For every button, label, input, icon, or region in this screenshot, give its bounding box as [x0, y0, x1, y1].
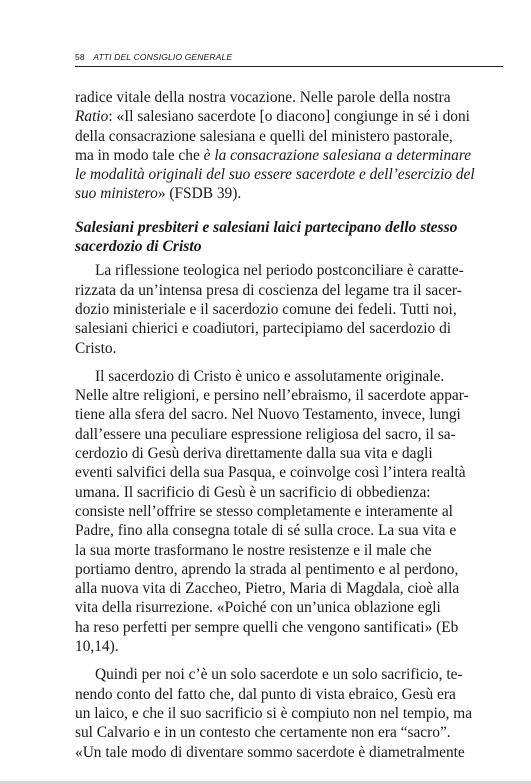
- section-heading: [75, 218, 503, 257]
- text-line: [75, 185, 241, 202]
- text-line: salesiani chierici e coadiutori, partecipiamo del sacerdozio di: [75, 320, 452, 338]
- paragraph-continuation: [75, 88, 503, 204]
- paragraph: [75, 665, 503, 761]
- italic-term: Ratio: [75, 108, 109, 126]
- text-line: Padre, fino alla consegna totale di sé sulla croce. La sua vita e: [75, 522, 457, 540]
- text-line: della consacrazione salesiana e quelli del ministero pastorale,: [75, 127, 453, 145]
- text-line: eventi salvifici della sua Pasqua, e coinvolge così l’intera realtà: [75, 464, 466, 482]
- italic-quote: le modalità originali del suo essere sacerdote e dell’esercizio del: [75, 166, 475, 184]
- italic-quote: è la consacrazione salesiana a determinare: [203, 146, 472, 164]
- text-line: rizzata da un’intensa presa di coscienza del legame tra il sacer-: [75, 281, 462, 299]
- text-line: Nelle altre religioni, e persino nell’ebraismo, il sacerdote appar-: [75, 387, 469, 405]
- text-line: umana. Il sacrificio di Gesù è un sacrificio di obbedienza:: [75, 483, 431, 501]
- heading-line: Salesiani presbiteri e salesiani laici partecipano dello stesso: [75, 218, 458, 236]
- text-line: cerdozio di Gesù deriva direttamente dalla sua vita e dagli: [75, 445, 433, 463]
- text-line: La riflessione teologica nel periodo postconciliare è caratte-: [95, 262, 464, 280]
- text-line: alla nuova vita di Zaccheo, Pietro, Maria di Magdala, cioè alla: [75, 580, 460, 598]
- paragraph: [75, 261, 503, 357]
- text-line: sul Calvario e in un contesto che certamente non era “sacro”.: [75, 724, 451, 742]
- text-line: «Un tale modo di diventare sommo sacerdote è diametralmente: [75, 743, 465, 761]
- text-line: Quindi per noi c’è un solo sacerdote e un solo sacrificio, te-: [95, 666, 463, 684]
- heading-line: sacerdozio di Cristo: [75, 238, 202, 256]
- text-line: radice vitale della nostra vocazione. Nelle parole della nostra: [75, 89, 451, 106]
- paragraph: [75, 367, 503, 656]
- text-line: portiamo dentro, aprendo la strada al pentimento e al perdono,: [75, 560, 459, 578]
- text-line: vita della risurrezione. «Poiché con un’unica oblazione egli: [75, 599, 441, 617]
- text-run: ma in modo tale che: [75, 146, 204, 164]
- text-line: consiste nell’offrire se stesso completamente e interamente al: [75, 502, 453, 520]
- text-line: dozio ministeriale e il sacerdozio comune dei fedeli. Tutti noi,: [75, 300, 457, 318]
- text-line: Il sacerdozio di Cristo è unico e assolutamente originale.: [95, 367, 445, 385]
- text-line: 10,14).: [75, 638, 119, 656]
- running-header: [75, 52, 503, 66]
- text-run: : «Il salesiano sacerdote [o diacono] congiunge in sé i doni: [108, 108, 470, 126]
- text-line: dall’essere una peculiare espressione religiosa del sacro, il sa-: [75, 425, 456, 443]
- text-line: nendo conto del fatto che, dal punto di vista ebraico, Gesù era: [75, 685, 456, 703]
- text-line: [75, 108, 470, 125]
- text-line: un laico, e che il suo sacrificio si è compiuto non nel tempio, ma: [75, 704, 473, 722]
- text-line: [75, 166, 475, 183]
- running-title: ATTI DEL CONSIGLIO GENERALE: [93, 52, 233, 62]
- text-line: [75, 147, 471, 164]
- italic-quote: suo ministero: [75, 185, 158, 203]
- text-run: » (FSDB 39).: [157, 185, 242, 203]
- text-line: la sua morte trasformano le nostre resistenze e il male che: [75, 541, 432, 559]
- header-rule: [75, 66, 503, 67]
- text-line: Cristo.: [75, 339, 117, 357]
- page-body: [75, 88, 503, 762]
- text-line: ha reso perfetti per sempre quelli che vengono santificati» (Eb: [75, 618, 459, 636]
- page-number: 58: [75, 52, 85, 62]
- text-line: tiene alla sfera del sacro. Nel Nuovo Testamento, invece, lungi: [75, 406, 461, 424]
